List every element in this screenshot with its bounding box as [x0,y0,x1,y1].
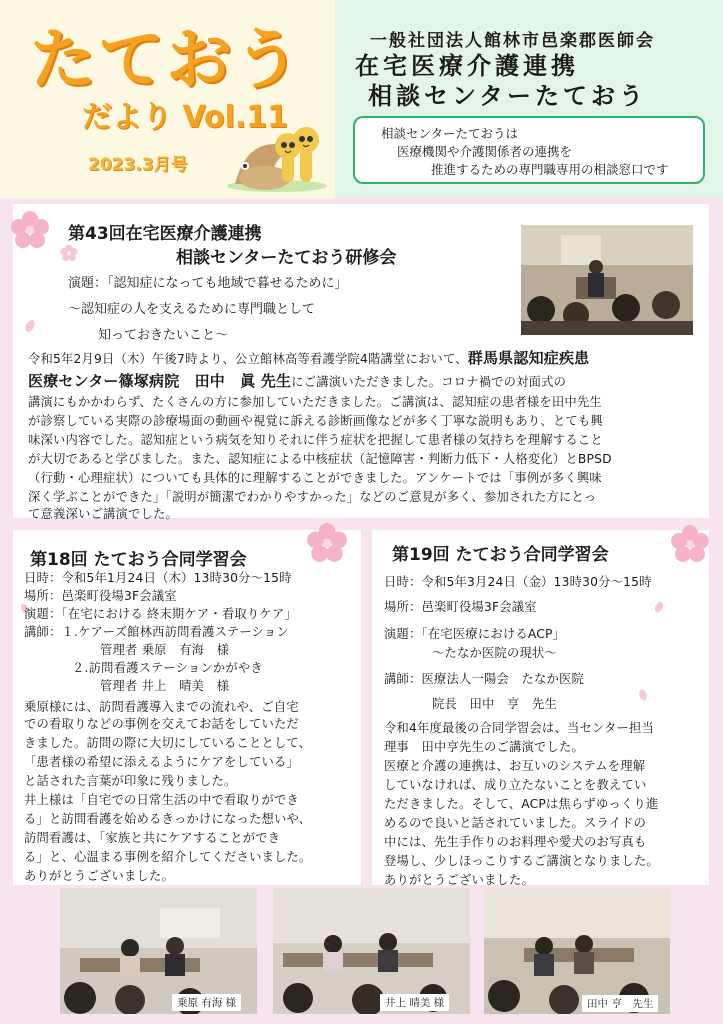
study19-body-line: ありがとうございました。 [384,873,534,887]
study19-body-line: 令和4年度最後の合同学習会は、当センター担当 [384,721,654,735]
study19-theme-sub: ～たなか医院の現状～ [432,646,557,660]
study18-body-line: 「患者様の希望に添えるようにケアをしている」 [24,755,299,769]
sakura-petal-icon [22,318,38,334]
study18-body-line: と話された言葉が印象に残りました。 [24,774,237,788]
seminar-hospital-highlight: 群馬県認知症疾患 [467,349,590,367]
study18-lecturer1-role: 管理者 乗原 有海 様 [100,643,230,657]
photo-caption: 田中 亨 先生 [582,995,658,1012]
study18-body-line: 訪問看護は、「家族と共にケアすることができ [24,831,281,845]
seminar-body-line: （行動・心理症状）についても具体的に理解することができました。アンケートでは「事例が多く興味 [28,471,602,485]
seminar-body-line: が診察している実際の診療場面の動画や視覚に訴える診断画像などが多く丁寧な説明もあり、とても興 [28,414,603,428]
study18-lecturer2: ２.訪問看護ステーションかがやき [72,661,263,675]
seminar-body-line: 講演にもかかわらず、たくさんの方に参加していただきました。ご講演は、認知症の患者様を田中先生 [28,395,602,409]
purpose-line: 医療機関や介護関係者の連携を [397,144,573,159]
study19-theme: 演題：「在宅医療におけるACP」 [384,627,566,641]
purpose-line: 推進するための専門職専用の相談窓口です [431,162,669,177]
seminar-body-line [28,347,589,368]
study19-date: 日時：令和5年3月24日（金）13時30分～15時 [384,575,652,589]
study19-body-line: ただきました。そして、ACPは焦らずゆっくり進 [384,797,659,811]
seminar-body-line: て意義深いご講演でした。 [28,507,178,521]
study19-body-line: 医療と介護の連携は、お互いのシステムを理解 [384,759,646,773]
seminar-body-text: 令和5年2月9日（木）午後7時より、公立館林高等看護学院4階講堂において、 [28,352,468,366]
seminar-title-line2: 相談センターたておう研修会 [176,248,397,268]
seminar-theme-sub2: 知っておきたいこと～ [98,328,229,343]
center-name-line1: 在宅医療介護連携 [355,52,579,80]
study18-place: 場所：邑楽町役場3F会議室 [24,589,177,603]
study18-title: 第18回 たておう合同学習会 [30,550,247,570]
study19-body-line: 登場し、少しほっこりするご講演となりました。 [384,854,659,868]
photo-caption: 井上 晴美 様 [380,994,449,1011]
study19-body-line: していなければ、成り立たないことを教えてい [384,778,647,792]
seminar-body-line: 深く学ぶことができた」「説明が簡潔でわかりやすかった」などのご意見が多く、参加された方にとっ [28,490,597,504]
seminar-photo [521,225,693,335]
study19-body-line: めるので良いと話されていました。スライドの [384,816,647,830]
mascot-illustration [225,118,335,193]
study19-body-line: 中には、先生手作りのお料理や愛犬のお写真も [384,835,647,849]
sakura-icon [60,244,78,262]
seminar-body-text: にご講演いただきました。コロナ禍での対面式の [291,375,567,389]
purpose-box [353,116,705,184]
center-name-line2: 相談センターたておう [368,82,648,110]
seminar-body-line: 味深い内容でした。認知症という病気を知りそれに伴う症状を把握して患者様の気持ちを理解すること [28,433,603,447]
study18-date: 日時：令和5年1月24日（木）13時30分～15時 [24,571,292,585]
seminar-theme: 演題：「認知症になっても地域で暮せるために」 [68,276,348,291]
sakura-icon [10,210,50,250]
study18-body-line: 乗原様には、訪問看護導入までの流れや、ご自宅 [24,700,299,714]
seminar-lecturer-highlight: 医療センター篠塚病院 田中 眞 先生 [28,372,292,390]
study19-place: 場所：邑楽町役場3F会議室 [384,600,537,614]
study19-lecturer: 講師：医療法人一陽会 たなか医院 [384,672,584,686]
newsletter-title: たておう [30,21,302,98]
newsletter-date: 2023.3月号 [88,155,188,175]
study19-title: 第19回 たておう合同学習会 [392,545,609,565]
photo-caption: 乗原 有海 様 [172,994,241,1011]
study18-body-line: る」と訪問看護を始めるきっかけになった想いや、 [24,812,312,826]
study18-body-line: 井上様は「自宅での日常生活の中で看取りができ [24,793,299,807]
sakura-icon [670,524,710,564]
purpose-line: 相談センターたておうは [381,126,519,141]
study19-lecturer-role: 院長 田中 亨 先生 [432,697,557,711]
seminar-title-line1: 第43回在宅医療介護連携 [68,224,262,244]
seminar-body-line: が大切であると学びました。また、認知症による中核症状（記憶障害・判断力低下・人格変化）とBPSD [28,452,612,466]
study18-body-line: ありがとうございました。 [24,869,174,883]
study18-body-line: る」と、心温まる事例を紹介してくださいました。 [24,850,312,864]
sakura-icon [306,522,348,564]
newsletter-volume: だより Vol.11 [82,100,289,135]
study18-lecturer2-role: 管理者 井上 晴美 様 [100,679,230,693]
study19-body-line: 理事 田中亨先生のご講演でした。 [384,740,584,754]
seminar-body-line [28,370,566,391]
org-name: 一般社団法人館林市邑楽郡医師会 [370,31,655,51]
seminar-theme-sub: ～認知症の人を支えるために専門職として [68,302,316,317]
study18-theme: 演題：「在宅における 終末期ケア・看取りケア」 [24,607,297,621]
study18-body-line: きました。訪問の際に大切にしていることとして、 [24,736,312,750]
study18-body-line: での看取りなどの事例を交えてお話をしていただ [24,717,299,731]
sakura-petal-icon [636,688,650,702]
study18-lecturer1: 講師：１.ケアーズ館林西訪問看護ステーション [24,625,289,639]
sakura-petal-icon [652,600,666,614]
